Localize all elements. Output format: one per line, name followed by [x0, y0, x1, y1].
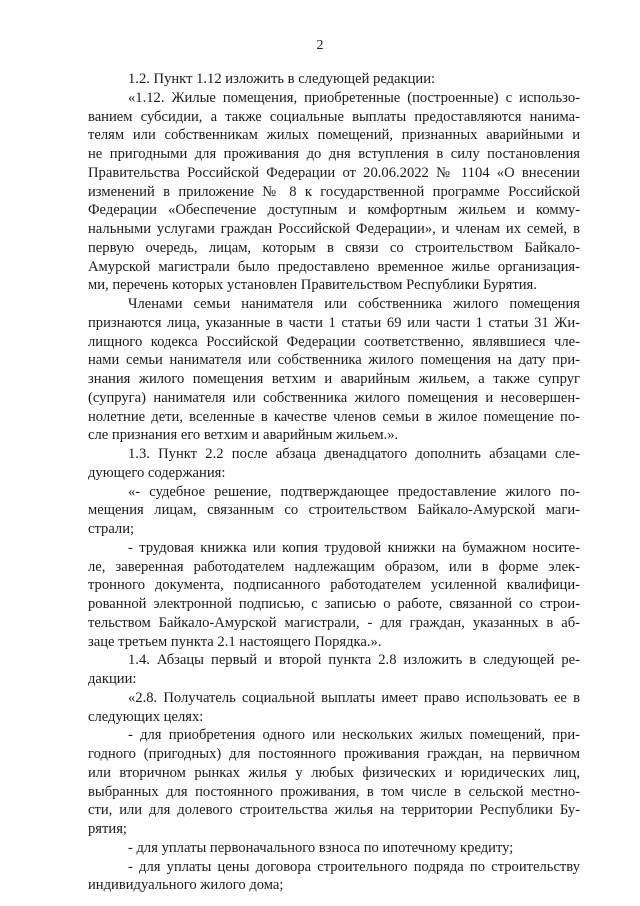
text-line: Членами семьи нанимателя или собственника жилого помещения	[128, 296, 580, 312]
text-line: лищного кодекса Российской Федерации соответственно, являвшиеся чле-	[88, 333, 580, 350]
text-line: - трудовая книжка или копия трудовой книжки на бумажном носите-	[128, 539, 580, 556]
text-line: тельством Байкало-Амурской магистрали, - для граждан, указанных в аб-	[88, 614, 580, 631]
page-number: 2	[316, 38, 324, 53]
text-line: ле, заверенная работодателем надлежащим образом, или в форме элек-	[88, 558, 580, 575]
text-line: (супруга) нанимателя или собственника жилого помещения и несовершен-	[88, 389, 580, 406]
text-line: тронного документа, подписанного работодателем усиленной квалифици-	[88, 577, 580, 594]
text-line: заце третьем пункта 2.1 настоящего Порядка.».	[88, 633, 382, 650]
text-line: нами семьи нанимателя или собственника жилого помещения на дату при-	[88, 352, 580, 369]
text-line: мещения лицам, связанным со строительством Байкало-Амурской маги-	[88, 502, 580, 519]
text-line: телям или собственникам жилых помещений, признанных аварийными и	[88, 127, 580, 144]
text-line: ми, перечень которых установлен Правительством Республики Бурятия.	[88, 277, 537, 294]
text-line: Федерации «Обеспечение доступным и комфортным жильем и комму-	[88, 202, 580, 219]
document-body	[88, 70, 580, 895]
text-line: дующего содержания:	[88, 464, 226, 481]
text-line: рованной электронной подписью, с записью о работе, связанной со строи-	[88, 596, 580, 612]
text-line: следующих целях:	[88, 708, 204, 725]
text-line: «2.8. Получатель социальной выплаты имеет право использовать ее в	[128, 689, 580, 706]
text-line: или вторичном рынках жилья у любых физических и юридических лиц,	[88, 764, 580, 781]
text-line: не пригодными для проживания до дня вступления в силу постановления	[88, 146, 580, 162]
text-line: Правительства Российской Федерации от 20.06.2022 № 1104 «О внесении	[88, 164, 580, 181]
text-line: сти, или для долевого строительства жилья на территории Республики Бу-	[88, 802, 580, 819]
text-line: признаются лица, указанные в части 1 статьи 69 или части 1 статьи 31 Жи-	[88, 314, 580, 331]
text-line: «1.12. Жилые помещения, приобретенные (построенные) с использо-	[128, 89, 580, 106]
text-line: выбранных для постоянного проживания, в том числе в сельской местно-	[88, 783, 580, 800]
text-line: страли;	[88, 521, 135, 537]
text-line: - для уплаты цены договора строительного подряда по строительству	[128, 858, 580, 875]
text-line: дакции:	[88, 671, 137, 687]
text-line: 1.2. Пункт 1.12 изложить в следующей редакции:	[128, 71, 436, 87]
text-line: - для приобретения одного или нескольких жилых помещений, при-	[128, 727, 580, 744]
text-line: - для уплаты первоначального взноса по ипотечному кредиту;	[128, 839, 514, 856]
text-line: ванием субсидии, а также социальные выплаты предоставляются нанима-	[88, 108, 580, 125]
text-line: сле признания его ветхим и аварийным жильем.».	[88, 427, 399, 444]
text-line: изменений в приложение № 8 к государственной программе Российской	[88, 183, 580, 200]
text-line: 1.4. Абзацы первый и второй пункта 2.8 изложить в следующей ре-	[128, 652, 580, 669]
text-line: знания жилого помещения ветхим и аварийным жильем, а также супруг	[88, 371, 580, 387]
text-line: «- судебное решение, подтверждающее предоставление жилого по-	[128, 483, 580, 500]
text-line: нальными услугами граждан Российской Федерации», и членам их семей, в	[88, 221, 580, 237]
text-line: нолетние дети, вселенные в качестве членов семьи в жилое помещение по-	[88, 408, 580, 425]
text-line: Амурской магистрали было предоставлено временное жилье организация-	[88, 258, 580, 275]
text-line: 1.3. Пункт 2.2 после абзаца двенадцатого дополнить абзацами сле-	[128, 446, 580, 462]
text-line: годного (пригодных) для постоянного проживания граждан, на первичном	[88, 746, 580, 762]
text-line: индивидуального жилого дома;	[88, 877, 284, 894]
text-line: первую очередь, лицам, которым в связи со строительством Байкало-	[88, 239, 580, 256]
text-line: рятия;	[88, 821, 127, 837]
